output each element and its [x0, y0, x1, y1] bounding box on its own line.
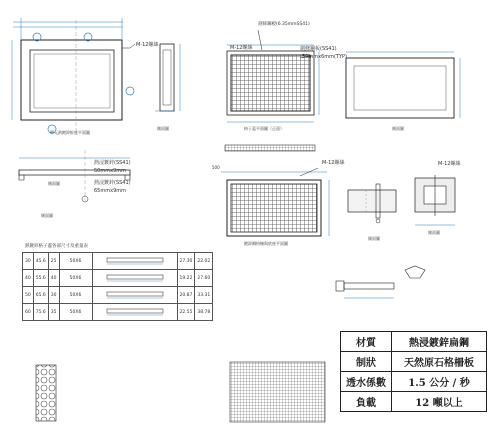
frame-section-caption-2: 側面圖 [41, 213, 53, 218]
size-table-cell: 38.78 [195, 304, 213, 321]
flat-bar-2-label: 熱浸鍍鋅(SS41) [94, 180, 131, 186]
grate-plan-view [227, 30, 319, 122]
frame-section-caption-1: 側面圖 [48, 181, 60, 186]
size-table-cell: 50X6 [59, 304, 92, 321]
assembly-plan-view [221, 168, 329, 236]
size-table-cell: 25 [48, 253, 59, 270]
bolt-detail-2 [415, 175, 455, 225]
dim-500-label: 500 [212, 165, 220, 170]
m12-bolt-label-2: M-12螺絲 [230, 45, 253, 51]
flat-bar-2-spec: 65mmx9mm [94, 188, 126, 194]
size-table-cell: 50X6 [59, 253, 92, 270]
spec-table [340, 331, 487, 412]
size-table-cell: 40 [23, 270, 34, 287]
size-table-cell: 27.60 [195, 270, 213, 287]
size-table-cell: 35 [48, 304, 59, 321]
bolt-detail-2-caption: 側面圖 [428, 230, 440, 235]
size-table-cell: 27.30 [177, 253, 195, 270]
size-table-cell: 30 [23, 253, 34, 270]
size-table-cell: 50 [23, 287, 34, 304]
spec-key: 材質 [341, 332, 392, 352]
spec-key: 負載 [341, 392, 392, 412]
size-table-cell: 33.31 [195, 287, 213, 304]
m12-bolt-label-4: M-12螺絲 [438, 161, 461, 167]
spec-key: 制狀 [341, 352, 392, 372]
size-table-drawing-cell [92, 287, 177, 304]
spec-row-form [341, 352, 487, 372]
size-table-cell: 20.87 [177, 287, 195, 304]
size-table-row [23, 304, 213, 321]
bolt-detail-1 [348, 184, 396, 223]
size-table-row [23, 270, 213, 287]
size-table-row [23, 287, 213, 304]
grate-side-caption: 側面圖 [392, 126, 404, 131]
spec-value: 熱浸鍍鋅扁鋼 [392, 332, 487, 352]
flat-bar-1-spec: 50mmx9mm [94, 168, 126, 174]
size-table-cell: 55.6 [33, 270, 48, 287]
size-table-cell: 65.6 [33, 287, 48, 304]
size-table-cell: 40 [48, 270, 59, 287]
spec-row-material [341, 332, 487, 352]
size-table-cell: 45.6 [33, 253, 48, 270]
size-table-cell: 22.55 [177, 304, 195, 321]
spec-key: 透水係數 [341, 372, 392, 392]
size-table-cell: 60 [23, 304, 34, 321]
spec-row-load [341, 392, 487, 412]
bearing-bar-right-label: 劍條鋼板(SS41) [300, 46, 337, 52]
grate-plan-caption: 格子蓋平面圖（正面） [244, 126, 284, 131]
assembly-plan-caption: 鍍鋅鋼格柵與底座平面圖 [244, 241, 288, 246]
spec-row-permeability [341, 372, 487, 392]
size-table-title: 熱鍍鋅格子蓋各部尺寸及重量表 [25, 244, 88, 249]
spec-value: 12 噸以上 [392, 392, 487, 412]
size-table-cell: 75.6 [33, 304, 48, 321]
m12-bolt-label-3: M-12螺絲 [322, 160, 345, 166]
size-table-cell: 19.22 [177, 270, 195, 287]
bearing-bar-right-spec: 50mmx6mm(TYP) [302, 54, 348, 60]
size-table-drawing-cell [92, 304, 177, 321]
bolt-elevation [336, 266, 425, 298]
frame-plan-view [12, 18, 135, 135]
spec-value: 天然原石格柵板 [392, 352, 487, 372]
size-table-cell: 50X6 [59, 287, 92, 304]
bearing-bar-label: 劍條鋼板(6.35mmSS41) [258, 22, 310, 27]
frame-side-caption: 側面圖 [157, 126, 169, 131]
size-table-cell: 22.02 [195, 253, 213, 270]
size-table-cell: 50X6 [59, 270, 92, 287]
bolt-detail-1-caption: 側面圖 [368, 236, 380, 241]
spec-value: 1.5 公分 / 秒 [392, 372, 487, 392]
frame-side-view [155, 44, 180, 111]
frame-plan-caption: 單元熱鍍鋅框座平面圖 [50, 130, 90, 135]
mesh-sample [230, 362, 325, 422]
size-table-cell: 30 [48, 287, 59, 304]
size-table [22, 252, 213, 321]
size-table-drawing-cell [92, 270, 177, 287]
size-table-drawing-cell [92, 253, 177, 270]
grate-side-view [346, 52, 460, 118]
stone-column-sample [36, 365, 56, 421]
flat-bar-1-label: 熱浸鍍鋅(SS41) [94, 160, 131, 166]
frame-section-view [19, 150, 130, 202]
size-table-row [23, 253, 213, 270]
m12-bolt-label-1: M-12螺絲 [136, 42, 159, 48]
grate-section-strip [225, 145, 315, 151]
